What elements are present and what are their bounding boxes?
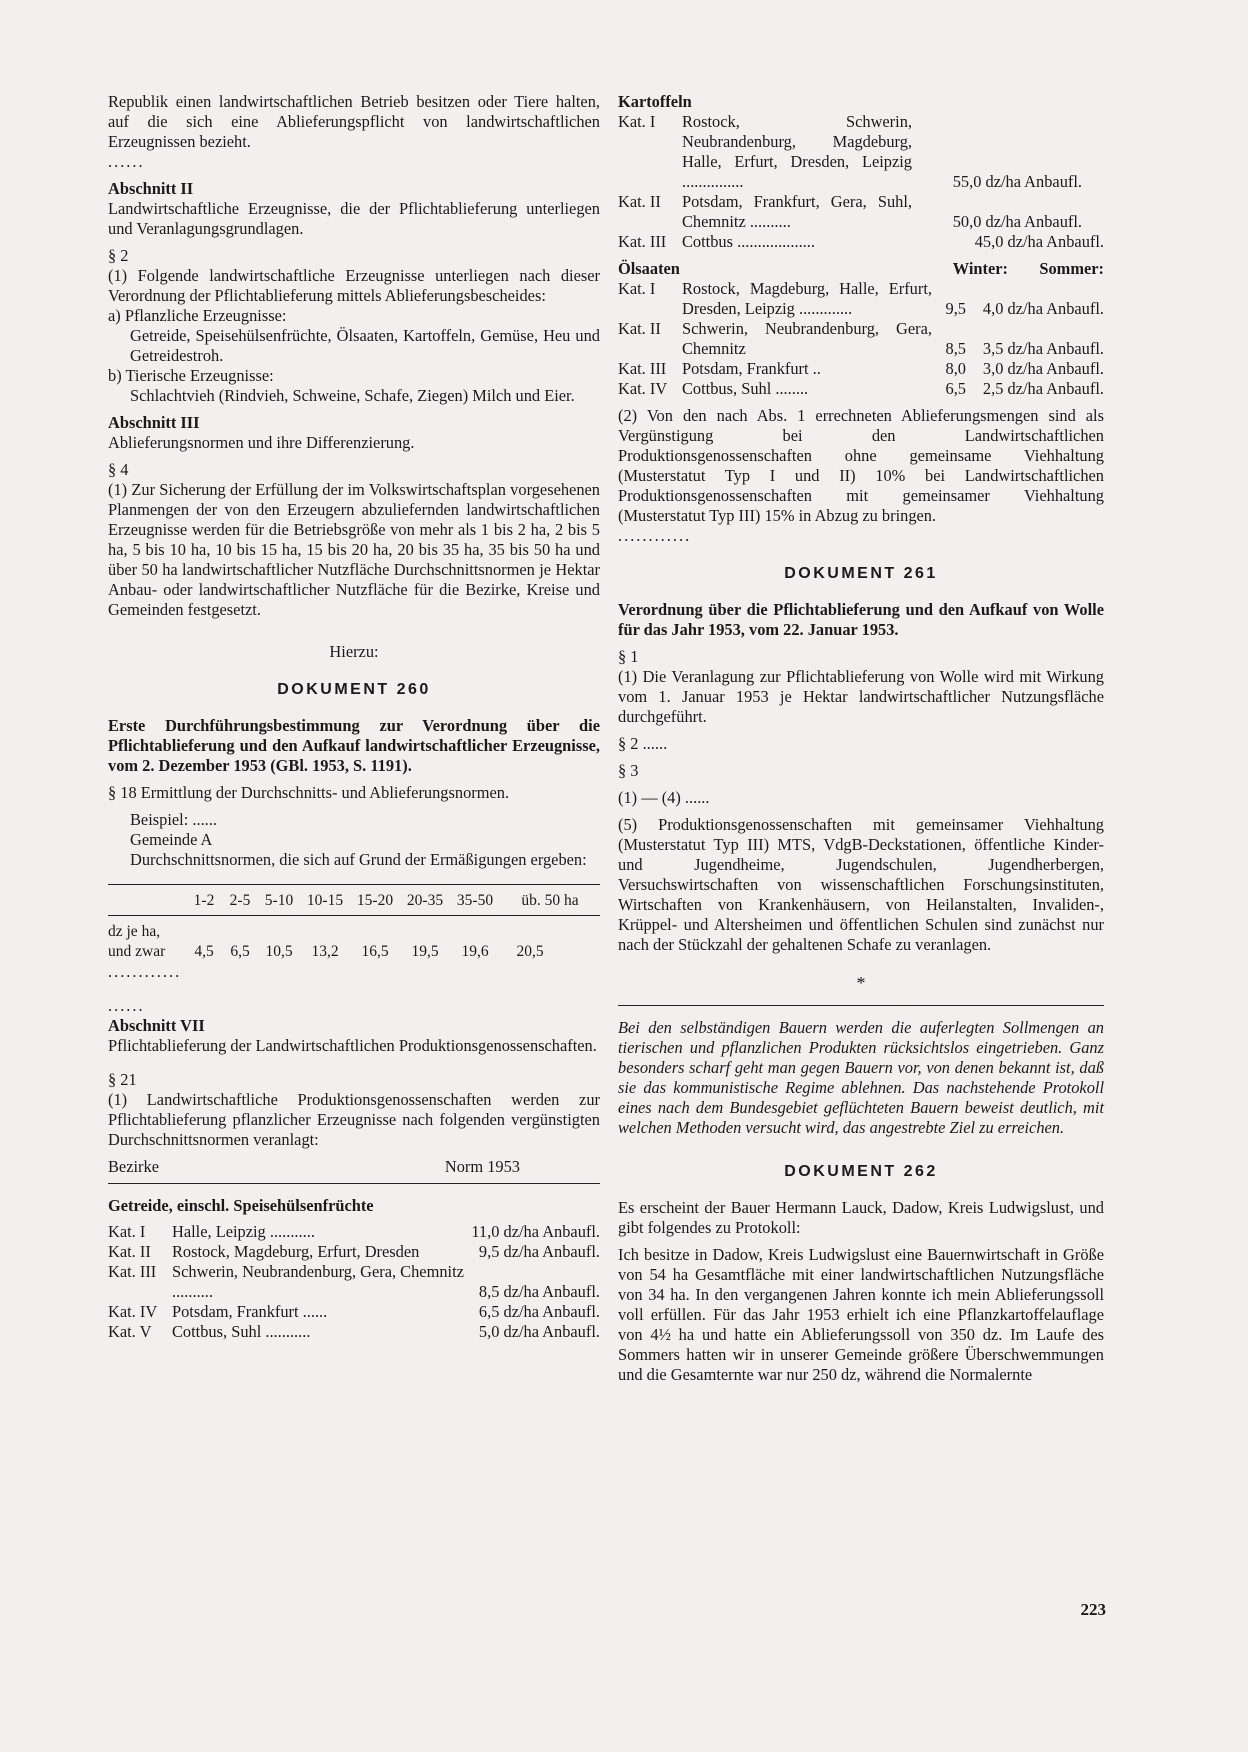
list-item [618, 112, 1104, 192]
paragraph-2-label: § 2 ...... [618, 734, 668, 753]
abschnitt-3-text: Ablieferungsnormen und ihre Differenzierung. [108, 433, 415, 452]
region: Rostock, Schwerin, Neubrandenburg, Magdeburg, Halle, Erfurt, Dresden, Leipzig ............... [682, 112, 912, 191]
table-header-cell: 35-50 [456, 892, 494, 909]
region: Halle, Leipzig ........... [172, 1222, 315, 1241]
paragraph-3-label: § 3 [618, 761, 639, 780]
table-row-label: dz je ha, [108, 923, 161, 940]
document-260-heading: DOKUMENT 260 [277, 681, 431, 698]
category: Kat. II [618, 192, 661, 211]
region: Potsdam, Frankfurt ...... [172, 1302, 328, 1321]
region: Potsdam, Frankfurt .. [682, 359, 821, 378]
norm-value: 9,5 dz/ha Anbaufl. [478, 1242, 600, 1261]
table-row [108, 942, 600, 962]
oelsaaten-header [618, 259, 1104, 279]
paragraph-21-label: § 21 [108, 1070, 137, 1089]
abschnitt-2-title: Abschnitt II [108, 179, 194, 198]
hierzu: Hierzu: [329, 642, 379, 661]
category: Kat. IV [618, 379, 668, 398]
getreide-title: Getreide, einschl. Speisehülsenfrüchte [108, 1196, 374, 1215]
getreide-list [108, 1222, 600, 1342]
list-item [108, 1322, 600, 1342]
ellipsis: ...... [108, 152, 145, 171]
region: Cottbus, Suhl ........ [682, 379, 809, 398]
norm-label: Norm 1953 [444, 1157, 520, 1176]
abschnitt-7-title: Abschnitt VII [108, 1016, 205, 1035]
list-item [618, 279, 1104, 319]
table-header-cell: 20-35 [406, 892, 444, 909]
list-item [108, 1242, 600, 1262]
page-number: 223 [1080, 1600, 1106, 1619]
paragraph-21-text: (1) Landwirtschaftliche Produktionsgenossenschaften werden zur Pflichtablieferung pflanzlicher Erzeugnisse nach folgenden vergünstigten Durchschnittsnormen veranlagt: [108, 1090, 600, 1149]
norm-value: 45,0 dz/ha Anbaufl. [974, 232, 1104, 251]
list-item [108, 1262, 600, 1302]
table-header-cell: 5-10 [264, 892, 294, 909]
category: Kat. III [618, 232, 667, 251]
abschnitt-2-text: Landwirtschaftliche Erzeugnisse, die der Pflichtablieferung unterliegen und Veranlagungsgrundlagen. [108, 199, 600, 238]
beispiel: Beispiel: ...... [130, 810, 217, 829]
document-262-intro: Es erscheint der Bauer Hermann Lauck, Dadow, Kreis Ludwigslust, und gibt folgendes zu Protokoll: [618, 1198, 1104, 1237]
table-top-rule [108, 884, 600, 885]
document-261-heading: DOKUMENT 261 [784, 565, 938, 582]
winter-label: Winter: [952, 259, 1008, 278]
norm-value: 55,0 dz/ha Anbaufl. [952, 172, 1082, 191]
category: Kat. I [618, 112, 656, 131]
norm-value: 6,5 dz/ha Anbaufl. [478, 1302, 600, 1321]
table-header-cell: 1-2 [193, 892, 215, 909]
table-header-cell: 2-5 [229, 892, 251, 909]
paragraph-4-label: § 4 [108, 460, 129, 479]
list-item [108, 1222, 600, 1242]
table-header-cell: 15-20 [356, 892, 394, 909]
sommer-value: 3,5 dz/ha Anbaufl. [982, 339, 1104, 358]
category: Kat. III [108, 1262, 157, 1281]
winter-value: 8,5 [945, 339, 966, 358]
right-column [618, 92, 1104, 1385]
table-cell: 20,5 [516, 943, 544, 960]
table-cell: 10,5 [265, 943, 293, 960]
paragraph-2-text: (1) Folgende landwirtschaftliche Erzeugnisse unterliegen nach dieser Verordnung der Pflichtablieferung mittels Ablieferungsbescheides: [108, 266, 600, 305]
list-item [108, 1302, 600, 1322]
list-item [618, 359, 1104, 379]
region: Rostock, Magdeburg, Erfurt, Dresden [172, 1242, 420, 1261]
list-item [618, 192, 1104, 232]
paragraph-2-label: § 2 [108, 246, 129, 265]
table-cell: 19,6 [461, 943, 489, 960]
table-header-cell: 10-15 [306, 892, 344, 909]
category: Kat. III [618, 359, 667, 378]
table-cell: 6,5 [230, 943, 250, 960]
table-cell: 16,5 [361, 943, 389, 960]
kartoffeln-title: Kartoffeln [618, 92, 692, 111]
table-header-cell: üb. 50 ha [521, 892, 579, 909]
left-column [108, 92, 600, 1342]
region: Schwerin, Neubrandenburg, Gera, Chemnitz .......... [172, 1262, 464, 1301]
category: Kat. V [108, 1322, 152, 1341]
bezirke-rule [108, 1183, 600, 1184]
durchschnittsnormen-text: Durchschnittsnormen, die sich auf Grund der Ermäßigungen ergeben: [130, 850, 587, 869]
winter-value: 6,5 [945, 379, 966, 398]
table-cell: 13,2 [311, 943, 339, 960]
region: Schwerin, Neubrandenburg, Gera, Chemnitz [682, 319, 932, 358]
region: Rostock, Magdeburg, Halle, Erfurt, Dresden, Leipzig ............. [682, 279, 932, 318]
separator-star: * [856, 973, 866, 993]
category: Kat. I [108, 1222, 146, 1241]
oelsaaten-title: Ölsaaten [618, 259, 680, 278]
paragraph-3-sub: (1) — (4) ...... [618, 788, 710, 807]
oelsaaten-list [618, 279, 1104, 399]
gemeinde: Gemeinde A [130, 830, 213, 849]
ellipsis: ...... [108, 996, 145, 1015]
category: Kat. I [618, 279, 656, 298]
category: Kat. IV [108, 1302, 158, 1321]
list-item [618, 379, 1104, 399]
winter-value: 9,5 [945, 299, 966, 318]
item-a-text: Getreide, Speisehülsenfrüchte, Ölsaaten, Kartoffeln, Gemüse, Heu und Getreidestroh. [130, 326, 600, 365]
region: Cottbus, Suhl ........... [172, 1322, 311, 1341]
item-b-text: Schlachtvieh (Rindvieh, Schweine, Schafe, Ziegen) Milch und Eier. [130, 386, 575, 405]
table-row-label: und zwar [108, 943, 166, 960]
paragraph-3-text: (5) Produktionsgenossenschaften mit gemeinsamer Viehhaltung (Musterstatut Typ III) MTS, VdgB-Deckstationen, öffentliche Kinder- und Jugendheime, Jugendschulen, Jugendherbergen, Versuchswirtschaften von wissenschaftlichen Forschungsinstituten, Wirtschaften von Krankenhäusern, von Heilanstalten, Invaliden-, Krüppel- und Altersheimen und öffentlichen Schulen sind zunächst nur nach der Stückzahl der gehaltenen Schafe zu veranlagen. [618, 815, 1104, 954]
table-header-rule [108, 915, 600, 916]
abschnitt-7-text: Pflichtablieferung der Landwirtschaftlichen Produktionsgenossenschaften. [108, 1036, 597, 1055]
document-262-text: Ich besitze in Dadow, Kreis Ludwigslust eine Bauernwirtschaft in Größe von 54 ha Gesamtfläche mit einer landwirtschaftlichen Nutzungsfläche von 34 ha. In den vergangenen Jahren konnte ich mein Ablieferungssoll voll erfüllen. Für das Jahr 1953 erhielt ich eine Pflanzkartoffelauflage von 4½ ha und hatte ein Ablieferungssoll von 350 dz. Im Laufe des Sommers hatten wir in unserer Gemeinde größere Überschwemmungen und die Gesamternte war nur 250 dz, während die Normalernte [618, 1245, 1104, 1384]
list-item [618, 232, 1104, 252]
bezirke-label: Bezirke [108, 1157, 159, 1176]
abschnitt-3-title: Abschnitt III [108, 413, 200, 432]
norm-value: 5,0 dz/ha Anbaufl. [478, 1322, 600, 1341]
document-260-title: Erste Durchführungsbestimmung zur Verordnung über die Pflichtablieferung und den Aufkauf landwirtschaftlicher Erzeugnisse, vom 2. Dezember 1953 (GBl. 1953, S. 1191). [108, 716, 600, 775]
sommer-value: 4,0 dz/ha Anbaufl. [982, 299, 1104, 318]
paragraph-1-label: § 1 [618, 647, 639, 666]
norm-table-header [108, 891, 600, 911]
bezirke-header [108, 1157, 600, 1177]
sommer-value: 2,5 dz/ha Anbaufl. [982, 379, 1104, 398]
intro-text: Republik einen landwirtschaftlichen Betrieb besitzen oder Tiere halten, auf die sich eine Ablieferungspflicht von landwirtschaftlichen Erzeugnissen bezieht. [108, 92, 600, 151]
paragraph-18: § 18 Ermittlung der Durchschnitts- und Ablieferungsnormen. [108, 783, 510, 802]
winter-value: 8,0 [945, 359, 966, 378]
absatz-2-text: (2) Von den nach Abs. 1 errechneten Ablieferungsmengen sind als Vergünstigung bei den Landwirtschaftlichen Produktionsgenossenschaften ohne gemeinsame Viehhaltung (Musterstatut Typ I und II) 10% bei Landwirtschaftlichen Produktionsgenossenschaften mit gemeinsamer Viehhaltung (Musterstatut Typ III) 15% in Abzug zu bringen. [618, 406, 1104, 525]
table-cell: 4,5 [194, 943, 214, 960]
table-cell: 19,5 [411, 943, 439, 960]
document-261-title: Verordnung über die Pflichtablieferung und den Aufkauf von Wolle für das Jahr 1953, vom 22. Januar 1953. [618, 600, 1104, 639]
commentary-text: Bei den selbständigen Bauern werden die auferlegten Sollmengen an tierischen und pflanzlichen Produkten rücksichtslos eingetrieben. Ganz besonders scharf geht man gegen Bauern vor, von denen bekannt ist, daß sie das kommunistische Regime ablehnen. Das nachstehende Protokoll eines nach dem Bundesgebiet geflüchteten Bauern beweist deutlich, mit welchen Methoden versucht wird, das angestrebte Ziel zu erreichen. [618, 1018, 1104, 1137]
norm-value: 11,0 dz/ha Anbaufl. [471, 1222, 600, 1241]
norm-value: 50,0 dz/ha Anbaufl. [952, 212, 1082, 231]
table-dots: ............ [108, 962, 182, 981]
list-item [618, 319, 1104, 359]
document-262-heading: DOKUMENT 262 [784, 1163, 938, 1180]
item-a-label: a) Pflanzliche Erzeugnisse: [108, 306, 287, 325]
separator-rule [618, 1005, 1104, 1006]
item-b-label: b) Tierische Erzeugnisse: [108, 366, 274, 385]
category: Kat. II [618, 319, 661, 338]
sommer-label: Sommer: [1039, 259, 1104, 278]
sommer-value: 3,0 dz/ha Anbaufl. [982, 359, 1104, 378]
ellipsis: ............ [618, 526, 692, 545]
region: Potsdam, Frankfurt, Gera, Suhl, Chemnitz .......... [682, 192, 912, 231]
region: Cottbus ................... [682, 232, 815, 251]
category: Kat. II [108, 1242, 151, 1261]
norm-value: 8,5 dz/ha Anbaufl. [478, 1282, 600, 1301]
kartoffeln-list [618, 112, 1104, 252]
table-row [108, 922, 600, 942]
paragraph-4-text: (1) Zur Sicherung der Erfüllung der im Volkswirtschaftsplan vorgesehenen Planmengen der von den Erzeugern abzuliefernden landwirtschaftlichen Erzeugnisse werden für die Betriebsgröße von mehr als 1 bis 2 ha, 2 bis 5 ha, 5 bis 10 ha, 10 bis 15 ha, 15 bis 20 ha, 20 bis 35 ha, 35 bis 50 ha und über 50 ha landwirtschaftlicher Nutzfläche Durchschnittsnormen je Hektar Anbau- oder landwirtschaftlicher Nutzfläche für die Bezirke, Kreise und Gemeinden festgesetzt. [108, 480, 600, 619]
paragraph-1-text: (1) Die Veranlagung zur Pflichtablieferung von Wolle wird mit Wirkung vom 1. Januar 1953 je Hektar landwirtschaftlicher Nutzungsfläche durchgeführt. [618, 667, 1104, 726]
